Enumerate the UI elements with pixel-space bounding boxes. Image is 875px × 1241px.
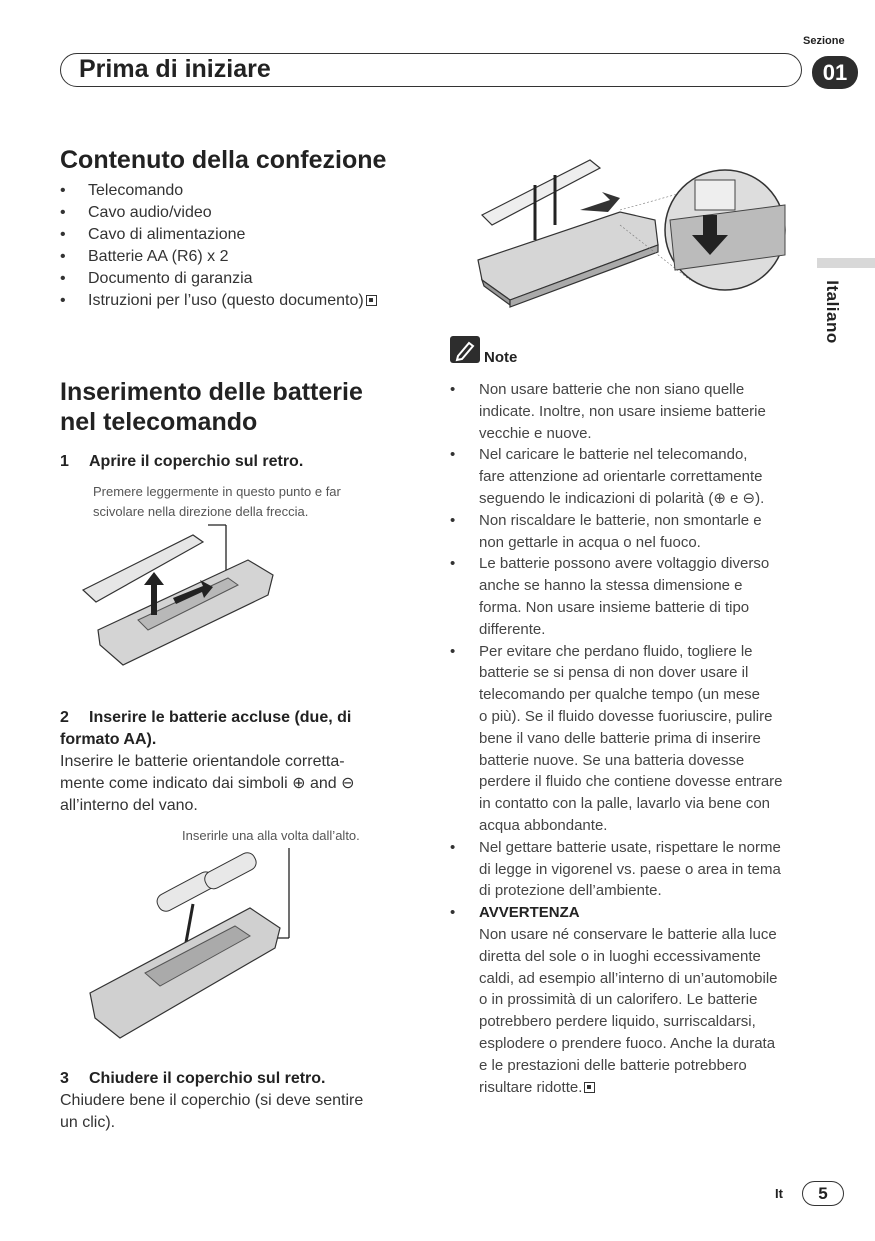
list-item: • Batterie AA (R6) x 2 xyxy=(60,246,440,268)
remote-illustration xyxy=(90,908,280,1038)
section-label: Sezione xyxy=(803,35,845,47)
battery-illustration xyxy=(154,850,259,914)
cover-illustration xyxy=(482,160,600,225)
warning-title: AVVERTENZA xyxy=(479,904,580,922)
list-item: • Cavo audio/video xyxy=(60,202,440,224)
notes-list xyxy=(450,379,830,1098)
section-number-badge: 01 xyxy=(812,56,858,89)
warning-item: • AVVERTENZA Non usare né conservare le batterie alla luce diretta del sole o in luoghi eccessivamente caldi, ad esempio all’interno di un’automobile o in prossimità di un calorifero. Le batterie potrebbero perdere liquido, surriscaldarsi, esplodere o prendere fuoco. Anche la durata e le prestazioni delle batterie potrebbero risultare ridotte. xyxy=(450,902,830,1098)
language-tab-label: Italiano xyxy=(823,280,842,344)
step3-text: Chiudere bene il coperchio (si deve sentire un clic). xyxy=(60,1092,364,1131)
contents-list xyxy=(60,180,440,312)
note-label: Note xyxy=(484,349,518,366)
note-item: • Le batterie possono avere voltaggio diverso anche se hanno la stessa dimensione e forma. Non usare insieme batterie di tipo differente. xyxy=(450,553,830,640)
insert-batteries-illustration xyxy=(85,848,300,1043)
note-item: • Nel caricare le batterie nel telecomando, fare attenzione ad orientarle correttamente seguendo le indicazioni di polarità (⊕ e ⊖). xyxy=(450,444,830,509)
list-item: • Documento di garanzia xyxy=(60,268,440,290)
note-pencil-icon xyxy=(450,336,480,363)
contents-heading: Contenuto della confezione xyxy=(60,146,387,174)
language-tab xyxy=(817,262,847,372)
pencil-icon xyxy=(450,336,480,363)
open-cover-illustration xyxy=(78,520,278,670)
footer-language-code: It xyxy=(775,1186,783,1201)
list-item: • Cavo di alimentazione xyxy=(60,224,440,246)
step2-caption: Inserirle una alla volta dall’alto. xyxy=(182,828,360,843)
page-number: 5 xyxy=(802,1181,844,1206)
step2-text: Inserire le batterie orientandole corretta- mente come indicato dai simboli ⊕ and ⊖ all’interno del vano. xyxy=(60,753,355,814)
page-title: Prima di iniziare xyxy=(79,55,271,83)
close-cover-illustration xyxy=(470,140,790,315)
step2-title: 2 Inserire le batterie accluse (due, di formato AA). xyxy=(60,709,352,748)
batteries-heading: Inserimento delle batterie nel telecomando xyxy=(60,378,363,436)
note-item: • Non usare batterie che non siano quelle indicate. Inoltre, non usare insieme batterie vecchie e nuove. xyxy=(450,379,830,444)
remote-illustration xyxy=(478,212,658,307)
list-item-text: Istruzioni per l’uso (questo documento) xyxy=(88,292,364,309)
step1-caption: Premere leggermente in questo punto e far scivolare nella direzione della freccia. xyxy=(93,484,341,519)
end-mark-icon xyxy=(366,295,377,306)
note-item: • Non riscaldare le batterie, non smontarle e non gettarle in acqua o nel fuoco. xyxy=(450,510,830,554)
list-item xyxy=(60,290,440,312)
note-item: • Nel gettare batterie usate, rispettare le norme di legge in vigorenel vs. paese o area in tema di protezione dell’ambiente. xyxy=(450,837,830,902)
note-item: • Per evitare che perdano fluido, togliere le batterie se si pensa di non dover usare il telecomando per qualche tempo (un mese o più). Se il fluido dovesse fuoriuscire, pulire bene il vano delle batterie prima di inserire batterie nuove. Se una batteria dovesse perdere il fluido che contiene dovesse entrare in contatto con la palle, lavarlo via bene con acqua abbondante. xyxy=(450,641,830,837)
end-mark-icon xyxy=(584,1082,595,1093)
arrow-icon xyxy=(580,192,620,212)
step1-title: 1 Aprire il coperchio sul retro. xyxy=(60,453,304,470)
list-item: • Telecomando xyxy=(60,180,440,202)
step3-title: 3 Chiudere il coperchio sul retro. xyxy=(60,1070,326,1087)
